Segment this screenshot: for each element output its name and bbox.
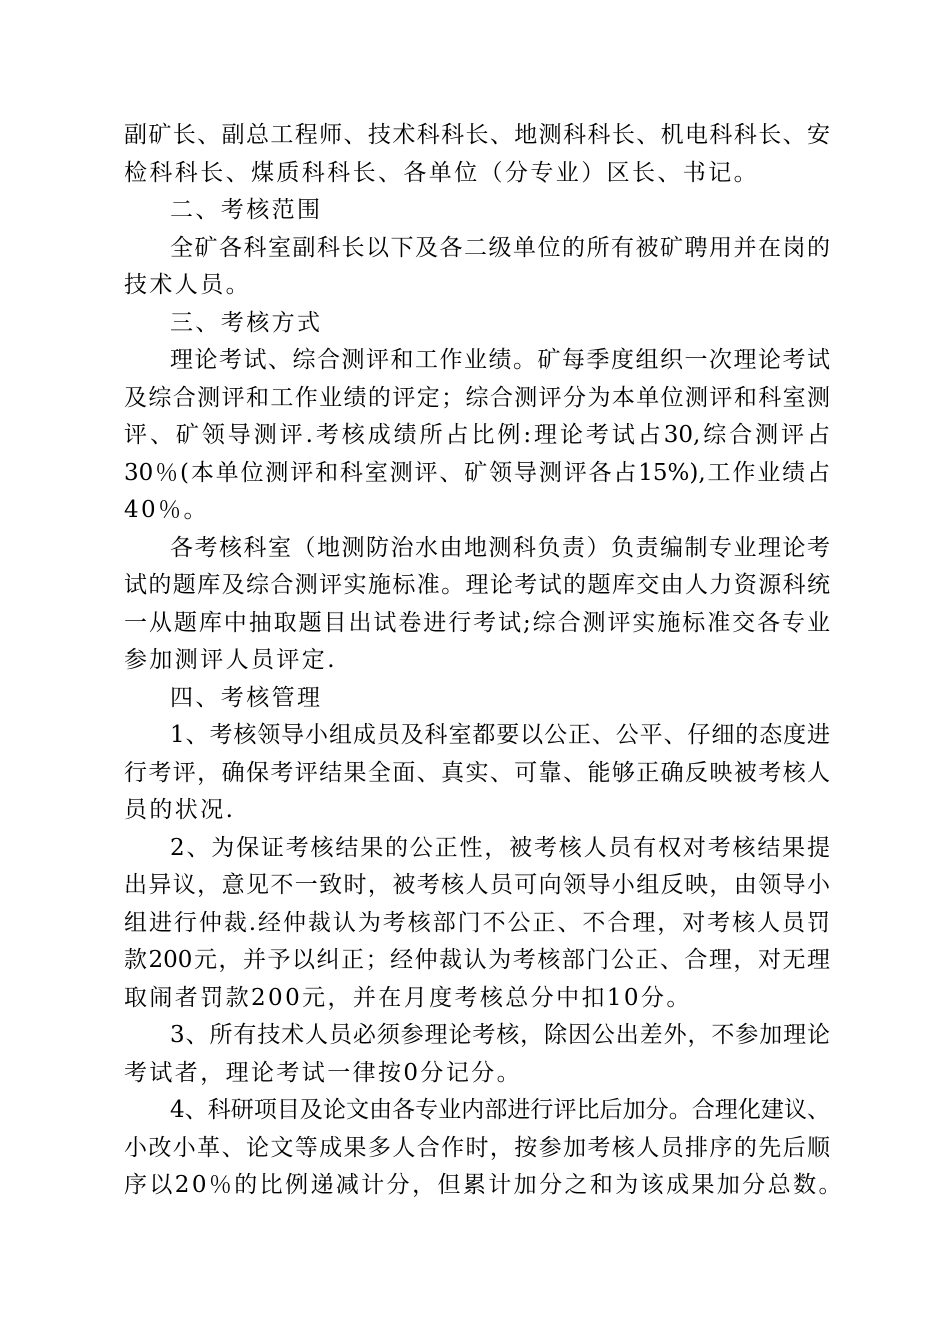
text-line: 行考评，确保考评结果全面、真实、可靠、能够正确反映被考核人: [124, 759, 830, 786]
text-line: 一从题库中抽取题目出试卷进行考试;综合测评实施标准交各专业: [124, 609, 830, 636]
text-line: 各考核科室（地测防治水由地测科负责）负责编制专业理论考: [170, 534, 830, 561]
text-line: 1、考核领导小组成员及科室都要以公正、公平、仔细的态度进: [170, 722, 830, 748]
document-body: [124, 117, 844, 1205]
text-line: 考试者，理论考试一律按0分记分。: [124, 1059, 523, 1086]
text-line: 评、矿领导测评.考核成绩所占比例:理论考试占30,综合测评占: [124, 422, 830, 448]
text-line: 3、所有技术人员必须参理论考核，除因公出差外，不参加理论: [170, 1022, 830, 1048]
text-line: 2、为保证考核结果的公正性，被考核人员有权对考核结果提: [170, 834, 830, 861]
text-line: 全矿各科室副科长以下及各二级单位的所有被矿聘用并在岗的: [170, 234, 830, 261]
text-line: 组进行仲裁.经仲裁认为考核部门不公正、不合理，对考核人员罚: [124, 909, 830, 936]
text-line: 技术人员。: [124, 272, 251, 298]
text-line: 小改小革、论文等成果多人合作时，按参加考核人员排序的先后顺: [124, 1134, 830, 1161]
text-line: 检科科长、煤质科科长、各单位（分专业）区长、书记。: [124, 159, 759, 186]
text-line: 四、考核管理: [170, 684, 323, 711]
text-line: 款200元，并予以纠正；经仲裁认为考核部门公正、合理，对无理: [124, 947, 830, 973]
text-line: 取闹者罚款200元，并在月度考核总分中扣10分。: [124, 984, 692, 1011]
text-line: 及综合测评和工作业绩的评定；综合测评分为本单位测评和科室测: [124, 384, 830, 411]
text-line: 4、科研项目及论文由各专业内部进行评比后加分。合理化建议、: [170, 1097, 830, 1123]
text-line: 试的题库及综合测评实施标准。理论考试的题库交由人力资源科统: [124, 572, 830, 598]
text-line: 员的状况.: [124, 797, 236, 823]
text-line: 理论考试、综合测评和工作业绩。矿每季度组织一次理论考试: [170, 347, 830, 373]
text-line: 序以20％的比例递减计分，但累计加分之和为该成果加分总数。: [124, 1172, 844, 1198]
text-line: 40％。: [124, 497, 209, 523]
text-line: 参加测评人员评定.: [124, 647, 337, 673]
text-line: 副矿长、副总工程师、技术科科长、地测科科长、机电科科长、安: [124, 122, 830, 148]
text-line: 二、考核范围: [170, 197, 323, 223]
text-line: 出异议，意见不一致时，被考核人员可向领导小组反映，由领导小: [124, 872, 830, 898]
text-line: 三、考核方式: [170, 309, 323, 336]
text-line: 30％(本单位测评和科室测评、矿领导测评各占15%),工作业绩占: [124, 459, 830, 486]
